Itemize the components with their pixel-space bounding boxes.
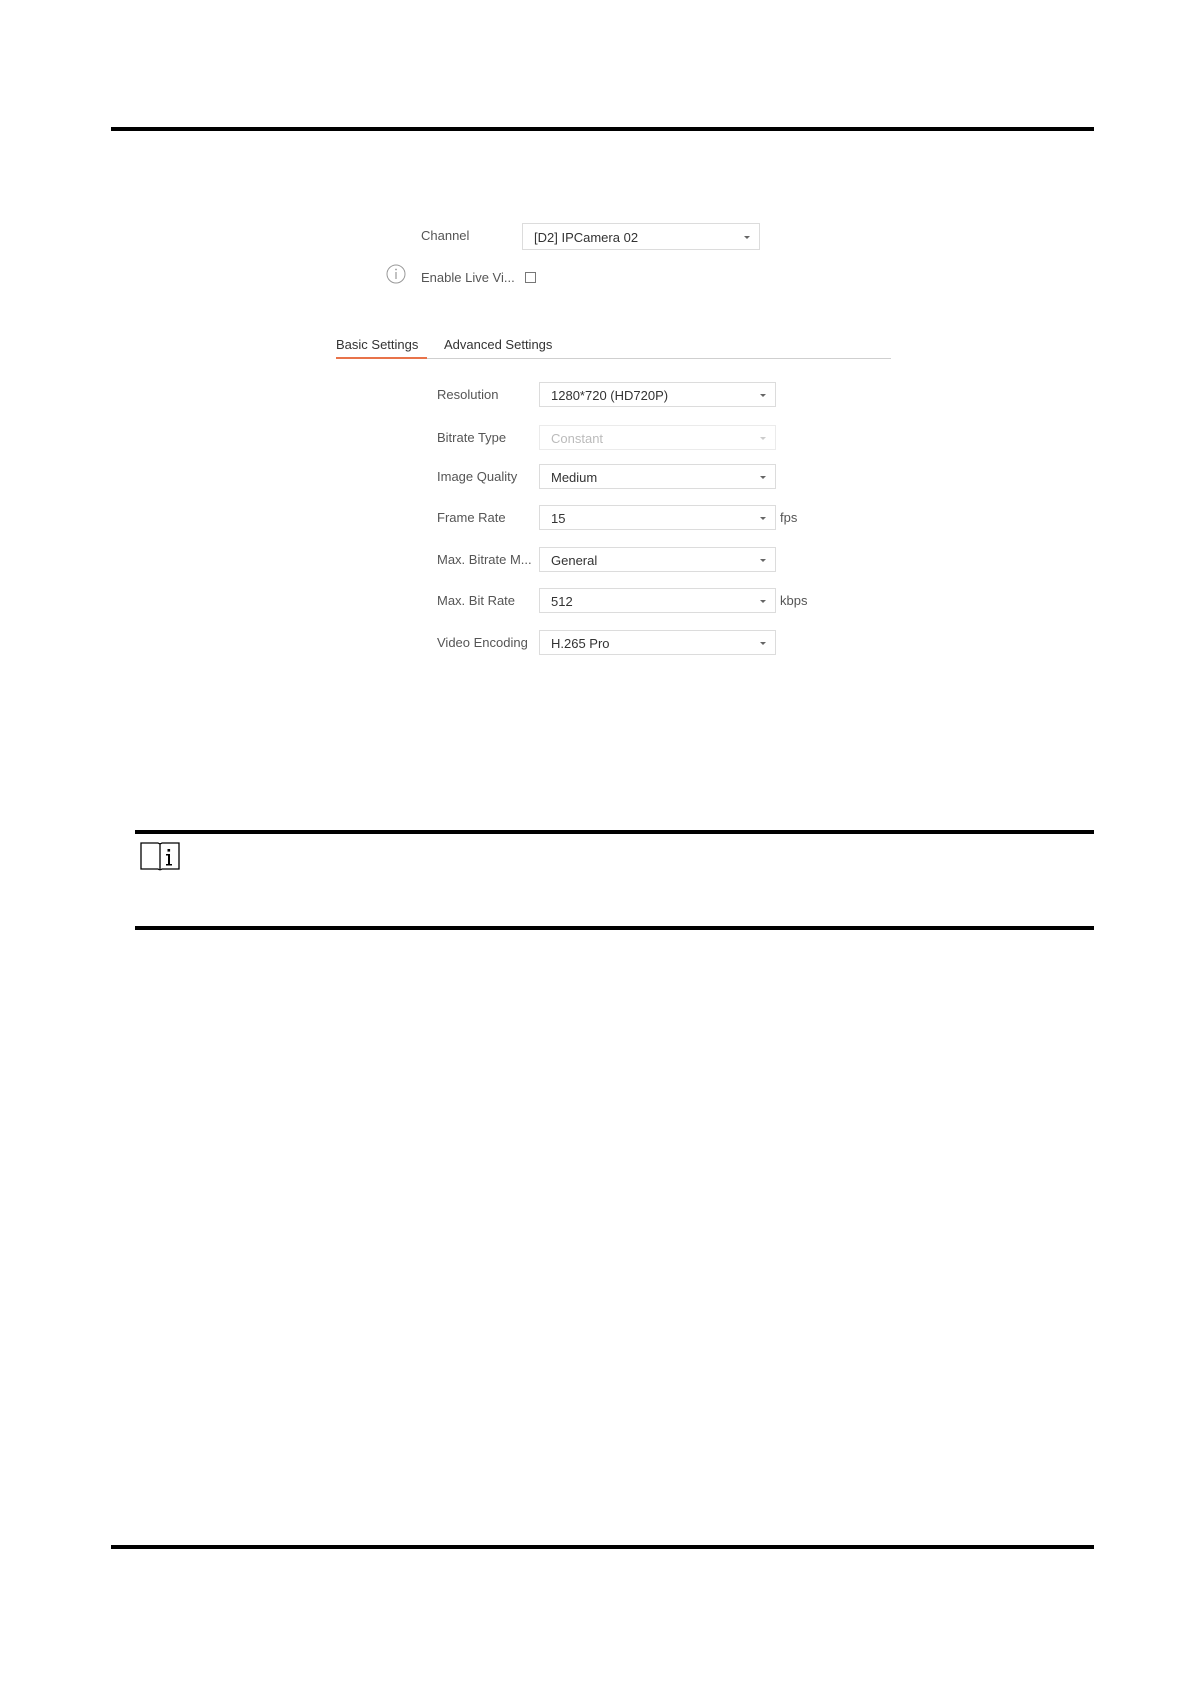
footer-rule xyxy=(111,1545,1094,1549)
channel-value: [D2] IPCamera 02 xyxy=(534,230,639,245)
max-bit-rate-unit: kbps xyxy=(780,593,808,608)
max-bit-rate-select[interactable] xyxy=(539,588,776,613)
tab-advanced-settings[interactable]: Advanced Settings xyxy=(444,337,553,352)
channel-label: Channel xyxy=(421,228,470,243)
active-tab-indicator xyxy=(336,357,427,359)
resolution-value: 1280*720 (HD720P) xyxy=(551,388,669,403)
image-quality-value: Medium xyxy=(551,470,598,485)
note-bottom-rule xyxy=(135,926,1094,930)
chevron-down-icon xyxy=(760,476,766,479)
chevron-down-icon xyxy=(760,437,766,440)
chevron-down-icon xyxy=(760,517,766,520)
frame-rate-value: 15 xyxy=(551,511,566,526)
max-bit-rate-label: Max. Bit Rate xyxy=(437,593,516,608)
max-bit-rate-value: 512 xyxy=(551,594,573,609)
bitrate-type-select xyxy=(539,425,776,450)
max-bitrate-mode-value: General xyxy=(551,553,598,568)
bitrate-type-value: Constant xyxy=(551,431,604,446)
frame-rate-select[interactable] xyxy=(539,505,776,530)
chevron-down-icon xyxy=(760,600,766,603)
frame-rate-label: Frame Rate xyxy=(437,510,506,525)
note-top-rule xyxy=(135,830,1094,834)
info-icon xyxy=(386,264,406,284)
resolution-select[interactable] xyxy=(539,382,776,407)
image-quality-label: Image Quality xyxy=(437,469,518,484)
chevron-down-icon xyxy=(744,236,750,239)
max-bitrate-mode-select[interactable] xyxy=(539,547,776,572)
note-book-icon xyxy=(139,840,181,872)
chevron-down-icon xyxy=(760,394,766,397)
live-view-checkbox[interactable] xyxy=(525,272,536,283)
video-encoding-select[interactable] xyxy=(539,630,776,655)
max-bitrate-mode-label: Max. Bitrate M... xyxy=(437,552,532,567)
tab-basic-settings[interactable]: Basic Settings xyxy=(336,337,419,352)
video-encoding-value: H.265 Pro xyxy=(551,636,610,651)
resolution-label: Resolution xyxy=(437,387,499,402)
chevron-down-icon xyxy=(760,642,766,645)
header-rule xyxy=(111,127,1094,131)
live-view-label: Enable Live Vi... xyxy=(421,270,515,285)
channel-select[interactable] xyxy=(522,223,760,250)
chevron-down-icon xyxy=(760,559,766,562)
frame-rate-unit: fps xyxy=(780,510,798,525)
bitrate-type-label: Bitrate Type xyxy=(437,430,507,445)
image-quality-select[interactable] xyxy=(539,464,776,489)
video-encoding-label: Video Encoding xyxy=(437,635,528,650)
